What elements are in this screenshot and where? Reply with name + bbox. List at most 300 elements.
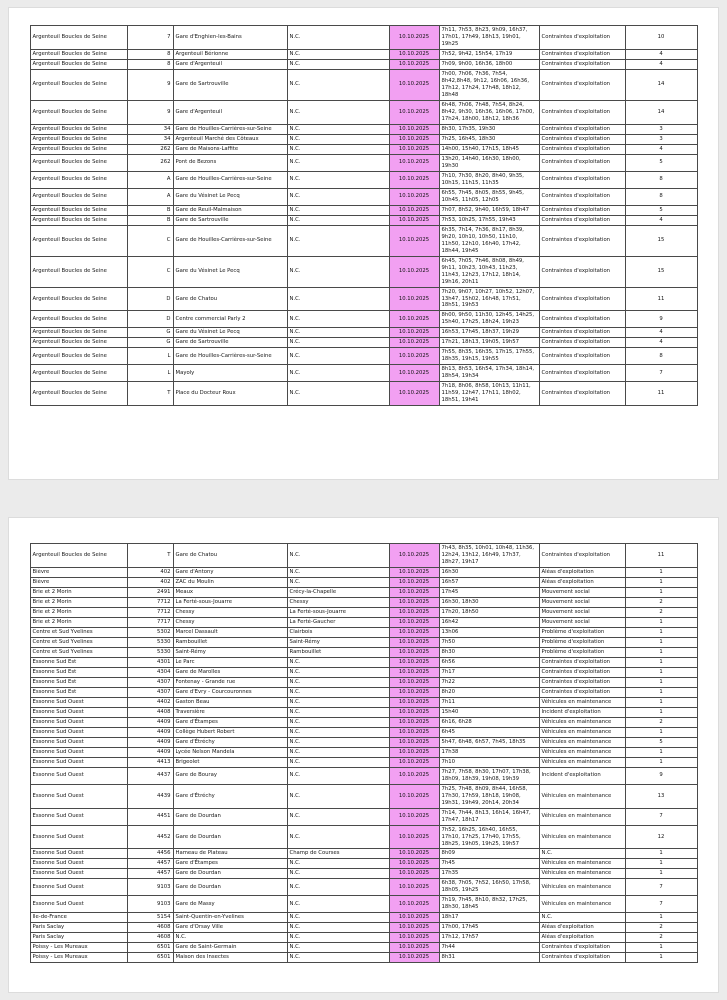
cell-count: 9 xyxy=(625,767,697,784)
cell-line: 4408 xyxy=(127,707,173,717)
cell-count: 1 xyxy=(625,859,697,869)
cell-region: Essonne Sud Ouest xyxy=(30,784,127,808)
cell-line: 4451 xyxy=(127,808,173,825)
cell-reason: Contraintes d'exploitation xyxy=(539,49,625,59)
cell-stop: Meaux xyxy=(173,587,287,597)
cell-date: 10.10.2025 xyxy=(389,923,439,933)
table-row xyxy=(30,225,697,256)
cell-stop: Gare du Vésinet Le Pecq xyxy=(173,256,287,287)
cell-date: 10.10.2025 xyxy=(389,567,439,577)
cell-region: Argenteuil Boucles de Seine xyxy=(30,49,127,59)
cell-direction: N.C. xyxy=(287,154,389,171)
cell-reason: Contraintes d'exploitation xyxy=(539,215,625,225)
cell-date: 10.10.2025 xyxy=(389,808,439,825)
cell-direction: N.C. xyxy=(287,697,389,707)
cell-count: 5 xyxy=(625,205,697,215)
cell-times: 7h10 xyxy=(439,757,539,767)
cell-direction: N.C. xyxy=(287,144,389,154)
cell-line: 6501 xyxy=(127,943,173,953)
cell-reason: Véhicules en maintenance xyxy=(539,808,625,825)
cell-direction: N.C. xyxy=(287,808,389,825)
cell-line: 34 xyxy=(127,124,173,134)
cell-times: 6h45 xyxy=(439,727,539,737)
cell-reason: Contraintes d'exploitation xyxy=(539,953,625,963)
cell-line: 4439 xyxy=(127,784,173,808)
table-body-page-1 xyxy=(30,26,697,406)
cell-count: 1 xyxy=(625,667,697,677)
cell-region: Bièvre xyxy=(30,577,127,587)
cell-region: Argenteuil Boucles de Seine xyxy=(30,382,127,406)
cell-reason: Contraintes d'exploitation xyxy=(539,26,625,50)
cell-date: 10.10.2025 xyxy=(389,587,439,597)
cell-times: 8h00, 9h50, 11h30, 12h45, 14h25, 15h40, 17h25, 18h24, 19h23 xyxy=(439,311,539,328)
cell-line: 402 xyxy=(127,577,173,587)
cell-count: 4 xyxy=(625,49,697,59)
cell-stop: Gare de Massy xyxy=(173,896,287,913)
cell-region: Essonne Sud Ouest xyxy=(30,717,127,727)
cell-times: 7h11 xyxy=(439,697,539,707)
cell-reason: Contraintes d'exploitation xyxy=(539,365,625,382)
cell-date: 10.10.2025 xyxy=(389,607,439,617)
cell-times: 8h20 xyxy=(439,687,539,697)
cell-stop: Gare d'Étréchy xyxy=(173,737,287,747)
cell-region: Essonne Sud Est xyxy=(30,687,127,697)
cell-reason: Contraintes d'exploitation xyxy=(539,59,625,69)
cell-times: 7h25, 16h45, 18h30 xyxy=(439,134,539,144)
cell-date: 10.10.2025 xyxy=(389,577,439,587)
cell-count: 1 xyxy=(625,687,697,697)
cell-reason: Véhicules en maintenance xyxy=(539,737,625,747)
cell-times: 7h44 xyxy=(439,943,539,953)
cell-region: Essonne Sud Ouest xyxy=(30,849,127,859)
cell-times: 6h55, 7h45, 8h05, 8h55, 9h45, 10h45, 11h05, 12h05 xyxy=(439,188,539,205)
cell-direction: Rambouillet xyxy=(287,647,389,657)
cell-line: B xyxy=(127,205,173,215)
table-row xyxy=(30,647,697,657)
cell-reason: Mouvement social xyxy=(539,587,625,597)
cell-reason: Aléas d'exploitation xyxy=(539,577,625,587)
cell-date: 10.10.2025 xyxy=(389,348,439,365)
cell-region: Essonne Sud Ouest xyxy=(30,707,127,717)
cell-reason: Véhicules en maintenance xyxy=(539,879,625,896)
cell-count: 4 xyxy=(625,338,697,348)
cell-stop: Gare d'Argenteuil xyxy=(173,59,287,69)
cell-region: Argenteuil Boucles de Seine xyxy=(30,256,127,287)
cell-date: 10.10.2025 xyxy=(389,953,439,963)
cell-times: 8h09 xyxy=(439,849,539,859)
table-row xyxy=(30,100,697,124)
cell-direction: N.C. xyxy=(287,544,389,568)
cell-reason: Contraintes d'exploitation xyxy=(539,134,625,144)
cell-direction: N.C. xyxy=(287,215,389,225)
cell-times: 13h06 xyxy=(439,627,539,637)
cell-date: 10.10.2025 xyxy=(389,687,439,697)
cell-reason: Problème d'exploitation xyxy=(539,647,625,657)
cell-direction: N.C. xyxy=(287,26,389,50)
cell-count: 5 xyxy=(625,154,697,171)
cell-stop: Mayoly xyxy=(173,365,287,382)
cell-line: 9 xyxy=(127,100,173,124)
cell-direction: N.C. xyxy=(287,747,389,757)
cell-date: 10.10.2025 xyxy=(389,382,439,406)
cell-direction: N.C. xyxy=(287,667,389,677)
cell-direction: N.C. xyxy=(287,567,389,577)
cell-direction: Crécy-la-Chapelle xyxy=(287,587,389,597)
cell-region: Argenteuil Boucles de Seine xyxy=(30,348,127,365)
table-row xyxy=(30,205,697,215)
cell-line: T xyxy=(127,544,173,568)
cell-line: 262 xyxy=(127,144,173,154)
cell-count: 15 xyxy=(625,225,697,256)
cell-count: 1 xyxy=(625,913,697,923)
cell-stop: Maison des Insectes xyxy=(173,953,287,963)
cell-date: 10.10.2025 xyxy=(389,188,439,205)
cell-region: Paris Saclay xyxy=(30,933,127,943)
table-row xyxy=(30,577,697,587)
cell-line: 4457 xyxy=(127,869,173,879)
cell-direction: N.C. xyxy=(287,311,389,328)
cell-times: 7h27, 7h58, 8h30, 17h07, 17h38, 18h09, 18h39, 19h08, 19h39 xyxy=(439,767,539,784)
cell-date: 10.10.2025 xyxy=(389,597,439,607)
cell-times: 17h21, 18h13, 19h05, 19h57 xyxy=(439,338,539,348)
cell-region: Essonne Sud Ouest xyxy=(30,757,127,767)
cell-region: Centre et Sud Yvelines xyxy=(30,647,127,657)
cell-date: 10.10.2025 xyxy=(389,49,439,59)
cell-reason: Incident d'exploitation xyxy=(539,767,625,784)
table-row xyxy=(30,825,697,849)
cell-count: 1 xyxy=(625,849,697,859)
cell-direction: Clairbois xyxy=(287,627,389,637)
cell-times: 7h50 xyxy=(439,637,539,647)
cell-reason: Contraintes d'exploitation xyxy=(539,144,625,154)
cell-reason: N.C. xyxy=(539,913,625,923)
cell-line: 5154 xyxy=(127,913,173,923)
cell-date: 10.10.2025 xyxy=(389,365,439,382)
table-row xyxy=(30,124,697,134)
cell-line: L xyxy=(127,365,173,382)
cell-line: 34 xyxy=(127,134,173,144)
table-row xyxy=(30,382,697,406)
cell-line: 4452 xyxy=(127,825,173,849)
cell-count: 4 xyxy=(625,328,697,338)
cell-count: 4 xyxy=(625,215,697,225)
cell-reason: Véhicules en maintenance xyxy=(539,869,625,879)
cell-stop: Gare d'Antony xyxy=(173,567,287,577)
cell-times: 15h40 xyxy=(439,707,539,717)
table-row xyxy=(30,607,697,617)
table-row xyxy=(30,869,697,879)
cell-stop: Gare de Maisons-Laffite xyxy=(173,144,287,154)
cell-count: 1 xyxy=(625,869,697,879)
cell-date: 10.10.2025 xyxy=(389,617,439,627)
cell-count: 7 xyxy=(625,365,697,382)
table-row xyxy=(30,26,697,50)
cell-times: 7h09, 9h00, 16h36, 18h00 xyxy=(439,59,539,69)
table-row xyxy=(30,717,697,727)
cell-count: 2 xyxy=(625,923,697,933)
cell-count: 1 xyxy=(625,747,697,757)
cell-reason: Véhicules en maintenance xyxy=(539,784,625,808)
cell-count: 7 xyxy=(625,808,697,825)
cell-date: 10.10.2025 xyxy=(389,328,439,338)
cell-date: 10.10.2025 xyxy=(389,767,439,784)
cell-stop: Gare de Sartrouville xyxy=(173,338,287,348)
cell-reason: Véhicules en maintenance xyxy=(539,747,625,757)
cell-stop: Gare de Chatou xyxy=(173,544,287,568)
table-row xyxy=(30,544,697,568)
cell-line: 6501 xyxy=(127,953,173,963)
cell-direction: N.C. xyxy=(287,205,389,215)
cell-count: 1 xyxy=(625,707,697,717)
cell-direction: N.C. xyxy=(287,953,389,963)
cell-direction: N.C. xyxy=(287,328,389,338)
cell-count: 4 xyxy=(625,59,697,69)
cell-line: C xyxy=(127,256,173,287)
table-row xyxy=(30,953,697,963)
cell-times: 7h10, 7h30, 8h20, 8h40, 9h35, 10h15, 11h15, 11h35 xyxy=(439,171,539,188)
cell-date: 10.10.2025 xyxy=(389,171,439,188)
cell-line: 9 xyxy=(127,69,173,100)
cell-direction: N.C. xyxy=(287,657,389,667)
cell-count: 1 xyxy=(625,757,697,767)
cell-stop: Gare du Vésinet Le Pecq xyxy=(173,328,287,338)
cell-count: 2 xyxy=(625,717,697,727)
cell-count: 14 xyxy=(625,100,697,124)
cell-direction: N.C. xyxy=(287,171,389,188)
cell-region: Essonne Sud Ouest xyxy=(30,896,127,913)
cell-date: 10.10.2025 xyxy=(389,544,439,568)
table-row xyxy=(30,896,697,913)
cell-times: 8h13, 8h53, 16h54, 17h34, 18h14, 18h54, 19h34 xyxy=(439,365,539,382)
table-row xyxy=(30,69,697,100)
cell-direction: N.C. xyxy=(287,256,389,287)
cell-stop: Gare d'Argenteuil xyxy=(173,100,287,124)
cell-line: 7717 xyxy=(127,617,173,627)
cell-region: Essonne Sud Est xyxy=(30,657,127,667)
cell-reason: Contraintes d'exploitation xyxy=(539,287,625,311)
cell-count: 1 xyxy=(625,657,697,667)
cell-line: G xyxy=(127,328,173,338)
cell-line: D xyxy=(127,287,173,311)
cell-times: 16h53, 17h45, 18h37, 19h29 xyxy=(439,328,539,338)
cell-date: 10.10.2025 xyxy=(389,647,439,657)
cell-reason: Véhicules en maintenance xyxy=(539,757,625,767)
cell-region: Argenteuil Boucles de Seine xyxy=(30,144,127,154)
cell-date: 10.10.2025 xyxy=(389,757,439,767)
table-row xyxy=(30,567,697,577)
table-row xyxy=(30,328,697,338)
cell-direction: N.C. xyxy=(287,59,389,69)
cell-date: 10.10.2025 xyxy=(389,717,439,727)
cell-direction: Champ de Courses xyxy=(287,849,389,859)
cell-date: 10.10.2025 xyxy=(389,859,439,869)
cell-times: 7h22 xyxy=(439,677,539,687)
cell-line: A xyxy=(127,188,173,205)
cell-region: Argenteuil Boucles de Seine xyxy=(30,365,127,382)
cell-stop: Collège Hubert Robert xyxy=(173,727,287,737)
cell-count: 7 xyxy=(625,896,697,913)
cell-direction: N.C. xyxy=(287,767,389,784)
cell-date: 10.10.2025 xyxy=(389,144,439,154)
cell-count: 9 xyxy=(625,311,697,328)
cell-date: 10.10.2025 xyxy=(389,707,439,717)
cell-region: Essonne Sud Ouest xyxy=(30,767,127,784)
cell-date: 10.10.2025 xyxy=(389,933,439,943)
document-page-2 xyxy=(8,517,719,993)
cell-count: 1 xyxy=(625,677,697,687)
cell-times: 14h00, 15h40, 17h15, 18h45 xyxy=(439,144,539,154)
cell-region: Argenteuil Boucles de Seine xyxy=(30,171,127,188)
cell-date: 10.10.2025 xyxy=(389,784,439,808)
cell-count: 1 xyxy=(625,587,697,597)
cell-reason: Contraintes d'exploitation xyxy=(539,225,625,256)
cell-line: 4409 xyxy=(127,747,173,757)
cell-stop: Gare de Houilles-Carrières-sur-Seine xyxy=(173,225,287,256)
cell-line: 4437 xyxy=(127,767,173,784)
cell-times: 16h30, 18h30 xyxy=(439,597,539,607)
table-row xyxy=(30,784,697,808)
cell-region: Centre et Sud Yvelines xyxy=(30,627,127,637)
cell-reason: N.C. xyxy=(539,849,625,859)
cell-count: 8 xyxy=(625,348,697,365)
cell-count: 11 xyxy=(625,382,697,406)
cell-stop: Brigeolet xyxy=(173,757,287,767)
cell-count: 13 xyxy=(625,784,697,808)
cell-stop: Gare de Sartrouville xyxy=(173,69,287,100)
table-row xyxy=(30,737,697,747)
cell-times: 7h17 xyxy=(439,667,539,677)
cell-stop: Gare de Chatou xyxy=(173,287,287,311)
cell-line: 4304 xyxy=(127,667,173,677)
table-row xyxy=(30,587,697,597)
table-row xyxy=(30,49,697,59)
cell-date: 10.10.2025 xyxy=(389,69,439,100)
table-row xyxy=(30,707,697,717)
table-row xyxy=(30,144,697,154)
cell-date: 10.10.2025 xyxy=(389,697,439,707)
cell-stop: Argenteuil Bérionne xyxy=(173,49,287,59)
cell-count: 1 xyxy=(625,617,697,627)
cell-region: Argenteuil Boucles de Seine xyxy=(30,215,127,225)
cell-reason: Contraintes d'exploitation xyxy=(539,100,625,124)
cell-date: 10.10.2025 xyxy=(389,225,439,256)
cell-line: D xyxy=(127,311,173,328)
cell-date: 10.10.2025 xyxy=(389,256,439,287)
cell-direction: N.C. xyxy=(287,124,389,134)
table-row xyxy=(30,747,697,757)
cell-count: 1 xyxy=(625,647,697,657)
cell-direction: N.C. xyxy=(287,687,389,697)
table-row xyxy=(30,348,697,365)
cell-direction: N.C. xyxy=(287,348,389,365)
cell-line: 4457 xyxy=(127,859,173,869)
table-row xyxy=(30,134,697,144)
cell-times: 5h47, 6h48, 6h57, 7h45, 18h35 xyxy=(439,737,539,747)
cell-count: 2 xyxy=(625,933,697,943)
disruption-table-page-2 xyxy=(30,543,698,963)
cell-line: 4307 xyxy=(127,687,173,697)
cell-times: 7h20, 9h07, 10h27, 10h52, 12h07, 13h47, 15h02, 16h48, 17h51, 18h51, 19h53 xyxy=(439,287,539,311)
table-row xyxy=(30,338,697,348)
cell-region: Brie et 2 Morin xyxy=(30,617,127,627)
table-row xyxy=(30,171,697,188)
cell-times: 7h55, 8h35, 16h35, 17h15, 17h55, 18h35, 19h15, 19h55 xyxy=(439,348,539,365)
cell-line: 262 xyxy=(127,154,173,171)
cell-count: 14 xyxy=(625,69,697,100)
cell-reason: Contraintes d'exploitation xyxy=(539,687,625,697)
cell-region: Argenteuil Boucles de Seine xyxy=(30,311,127,328)
cell-date: 10.10.2025 xyxy=(389,627,439,637)
cell-reason: Véhicules en maintenance xyxy=(539,825,625,849)
cell-reason: Aléas d'exploitation xyxy=(539,933,625,943)
cell-region: Poissy - Les Mureaux xyxy=(30,953,127,963)
cell-region: Argenteuil Boucles de Seine xyxy=(30,26,127,50)
cell-line: L xyxy=(127,348,173,365)
cell-reason: Contraintes d'exploitation xyxy=(539,188,625,205)
cell-stop: Gare d'Evry - Courcouronnes xyxy=(173,687,287,697)
cell-line: B xyxy=(127,215,173,225)
cell-line: 7712 xyxy=(127,607,173,617)
cell-stop: Gare de Saint-Germain xyxy=(173,943,287,953)
cell-count: 12 xyxy=(625,825,697,849)
cell-direction: N.C. xyxy=(287,757,389,767)
cell-region: Brie et 2 Morin xyxy=(30,597,127,607)
cell-times: 17h45 xyxy=(439,587,539,597)
cell-date: 10.10.2025 xyxy=(389,727,439,737)
cell-line: 9103 xyxy=(127,896,173,913)
cell-line: 7 xyxy=(127,26,173,50)
cell-line: 5302 xyxy=(127,627,173,637)
cell-stop: Hameau de Plateau xyxy=(173,849,287,859)
cell-region: Argenteuil Boucles de Seine xyxy=(30,124,127,134)
cell-region: Essonne Sud Ouest xyxy=(30,727,127,737)
cell-direction: N.C. xyxy=(287,188,389,205)
table-row xyxy=(30,913,697,923)
cell-stop: Gare d'Orsay Ville xyxy=(173,923,287,933)
cell-stop: Gare de Houilles-Carrières-sur-Seine xyxy=(173,124,287,134)
table-row xyxy=(30,687,697,697)
cell-direction: N.C. xyxy=(287,287,389,311)
cell-count: 15 xyxy=(625,256,697,287)
table-row xyxy=(30,727,697,737)
cell-times: 6h45, 7h05, 7h46, 8h08, 8h49, 9h11, 10h23, 10h43, 11h23, 11h43, 12h23, 17h12, 18h14, 19h16, 20h11 xyxy=(439,256,539,287)
table-row xyxy=(30,365,697,382)
table-row xyxy=(30,879,697,896)
cell-times: 7h14, 7h44, 8h13, 16h14, 16h47, 17h47, 18h17 xyxy=(439,808,539,825)
cell-count: 1 xyxy=(625,727,697,737)
cell-region: Essonne Sud Est xyxy=(30,677,127,687)
cell-times: 7h11, 7h53, 8h23, 9h09, 16h37, 17h01, 17h49, 18h13, 19h01, 19h25 xyxy=(439,26,539,50)
cell-reason: Contraintes d'exploitation xyxy=(539,943,625,953)
cell-stop: Gare d'Étréchy xyxy=(173,784,287,808)
cell-count: 5 xyxy=(625,737,697,747)
cell-reason: Contraintes d'exploitation xyxy=(539,667,625,677)
cell-direction: N.C. xyxy=(287,69,389,100)
disruption-table-page-1 xyxy=(30,25,698,406)
cell-line: 8 xyxy=(127,49,173,59)
cell-date: 10.10.2025 xyxy=(389,677,439,687)
cell-times: 16h30 xyxy=(439,567,539,577)
cell-region: Argenteuil Boucles de Seine xyxy=(30,287,127,311)
cell-stop: Marcel Dassault xyxy=(173,627,287,637)
cell-times: 16h42 xyxy=(439,617,539,627)
cell-stop: Gare d'Enghien-les-Bains xyxy=(173,26,287,50)
cell-times: 8h30 xyxy=(439,647,539,657)
cell-count: 11 xyxy=(625,287,697,311)
table-row xyxy=(30,677,697,687)
cell-stop: Gare de Dourdan xyxy=(173,808,287,825)
cell-stop: Saint-Rémy xyxy=(173,647,287,657)
